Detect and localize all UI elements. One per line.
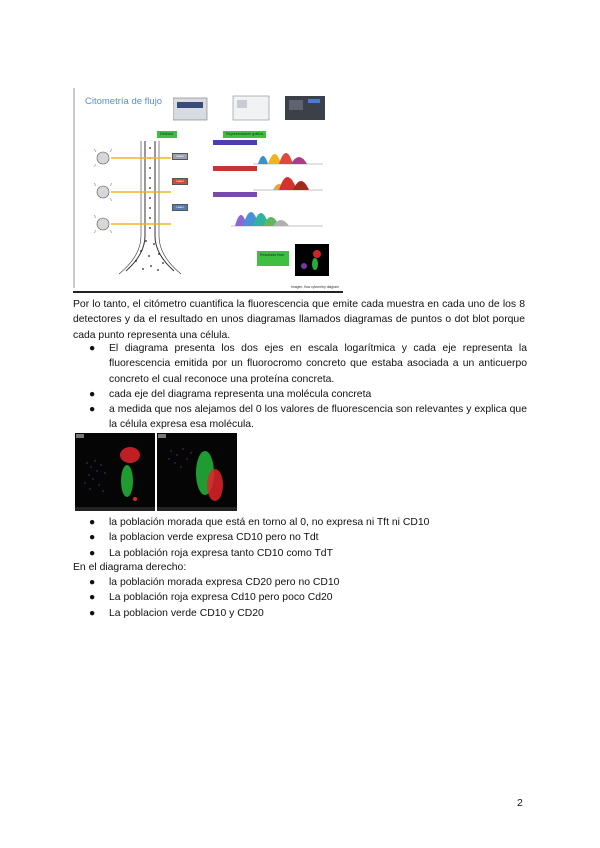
bullet-dot: ● xyxy=(89,404,96,416)
figure-title: Citometría de flujo xyxy=(85,96,163,107)
list-item: ● La poblacion verde CD10 y CD20 xyxy=(73,606,527,621)
bullet-dot: ● xyxy=(89,607,96,619)
list-item: ● a medida que nos alejamos del 0 los valores de fluorescencia son relevantes y explica que la célula expresa esa molécula. xyxy=(89,404,527,431)
bullet-list-2 xyxy=(73,515,527,561)
cytometer-instruments-image xyxy=(173,92,343,124)
bullet-dot: ● xyxy=(89,343,96,354)
bullet-dot: ● xyxy=(89,388,96,400)
left-dot-plot xyxy=(75,433,155,511)
bullet-dot: ● xyxy=(89,592,96,604)
final-result-label: Resultado final xyxy=(257,251,289,266)
right-diagram-heading: En el diagrama derecho: xyxy=(73,562,187,573)
laser-box-2: Laser xyxy=(172,178,188,185)
list-item: ● cada eje del diagrama representa una molécula concreta xyxy=(73,387,527,402)
bullet-dot: ● xyxy=(89,547,96,559)
graphic-representation-label: Representación gráfica xyxy=(223,131,266,138)
fluorescence-histograms xyxy=(213,138,338,238)
intro-paragraph xyxy=(73,297,525,343)
page-number: 2 xyxy=(517,797,523,809)
dot-plot-figure xyxy=(75,433,237,511)
bullet-dot: ● xyxy=(89,577,96,588)
paragraph-text: Por lo tanto, el citómetro cuantifica la fluorescencia que emite cada muestra en cada uno de los 8 detectores y da el resultado en unos diagramas llamados diagramas de puntos o dot blot porque cada punto representa una célula. xyxy=(73,299,525,341)
right-dot-plot xyxy=(157,433,237,511)
flow-cytometry-figure xyxy=(73,88,343,293)
laser-box-1: Laser xyxy=(172,153,188,160)
bullet-dot: ● xyxy=(89,517,96,528)
list-item: ● la poblacion verde expresa CD10 pero no Tdt xyxy=(73,530,527,545)
bullet-list-1 xyxy=(73,341,527,433)
result-dot-plot-thumbnail xyxy=(295,244,329,276)
bullet-dot: ● xyxy=(89,532,96,544)
laser-box-3: Laser xyxy=(172,204,188,211)
figure-credit: Imagen: flow cytometry diagram xyxy=(290,285,339,289)
bullet-list-3 xyxy=(73,575,527,621)
slide-left-rule xyxy=(73,88,75,288)
list-item: ● La población roja expresa Cd10 pero poco Cd20 xyxy=(73,590,527,605)
list-item: ● La población roja expresa tanto CD10 como TdT xyxy=(73,546,527,561)
list-item: ● El diagrama presenta los dos ejes en escala logarítmica y cada eje representa la fluorescencia emitida por un fluorocromo concreto que estaba asociada a un anticuerpo concreto el cual reconoce una proteína concreta. xyxy=(89,343,527,385)
list-item: ● la población morada expresa CD20 pero no CD10 xyxy=(73,575,527,590)
detector-label: Detector xyxy=(157,131,177,138)
list-item: ● la población morada que está en torno al 0, no expresa ni Tft ni CD10 xyxy=(73,515,527,530)
